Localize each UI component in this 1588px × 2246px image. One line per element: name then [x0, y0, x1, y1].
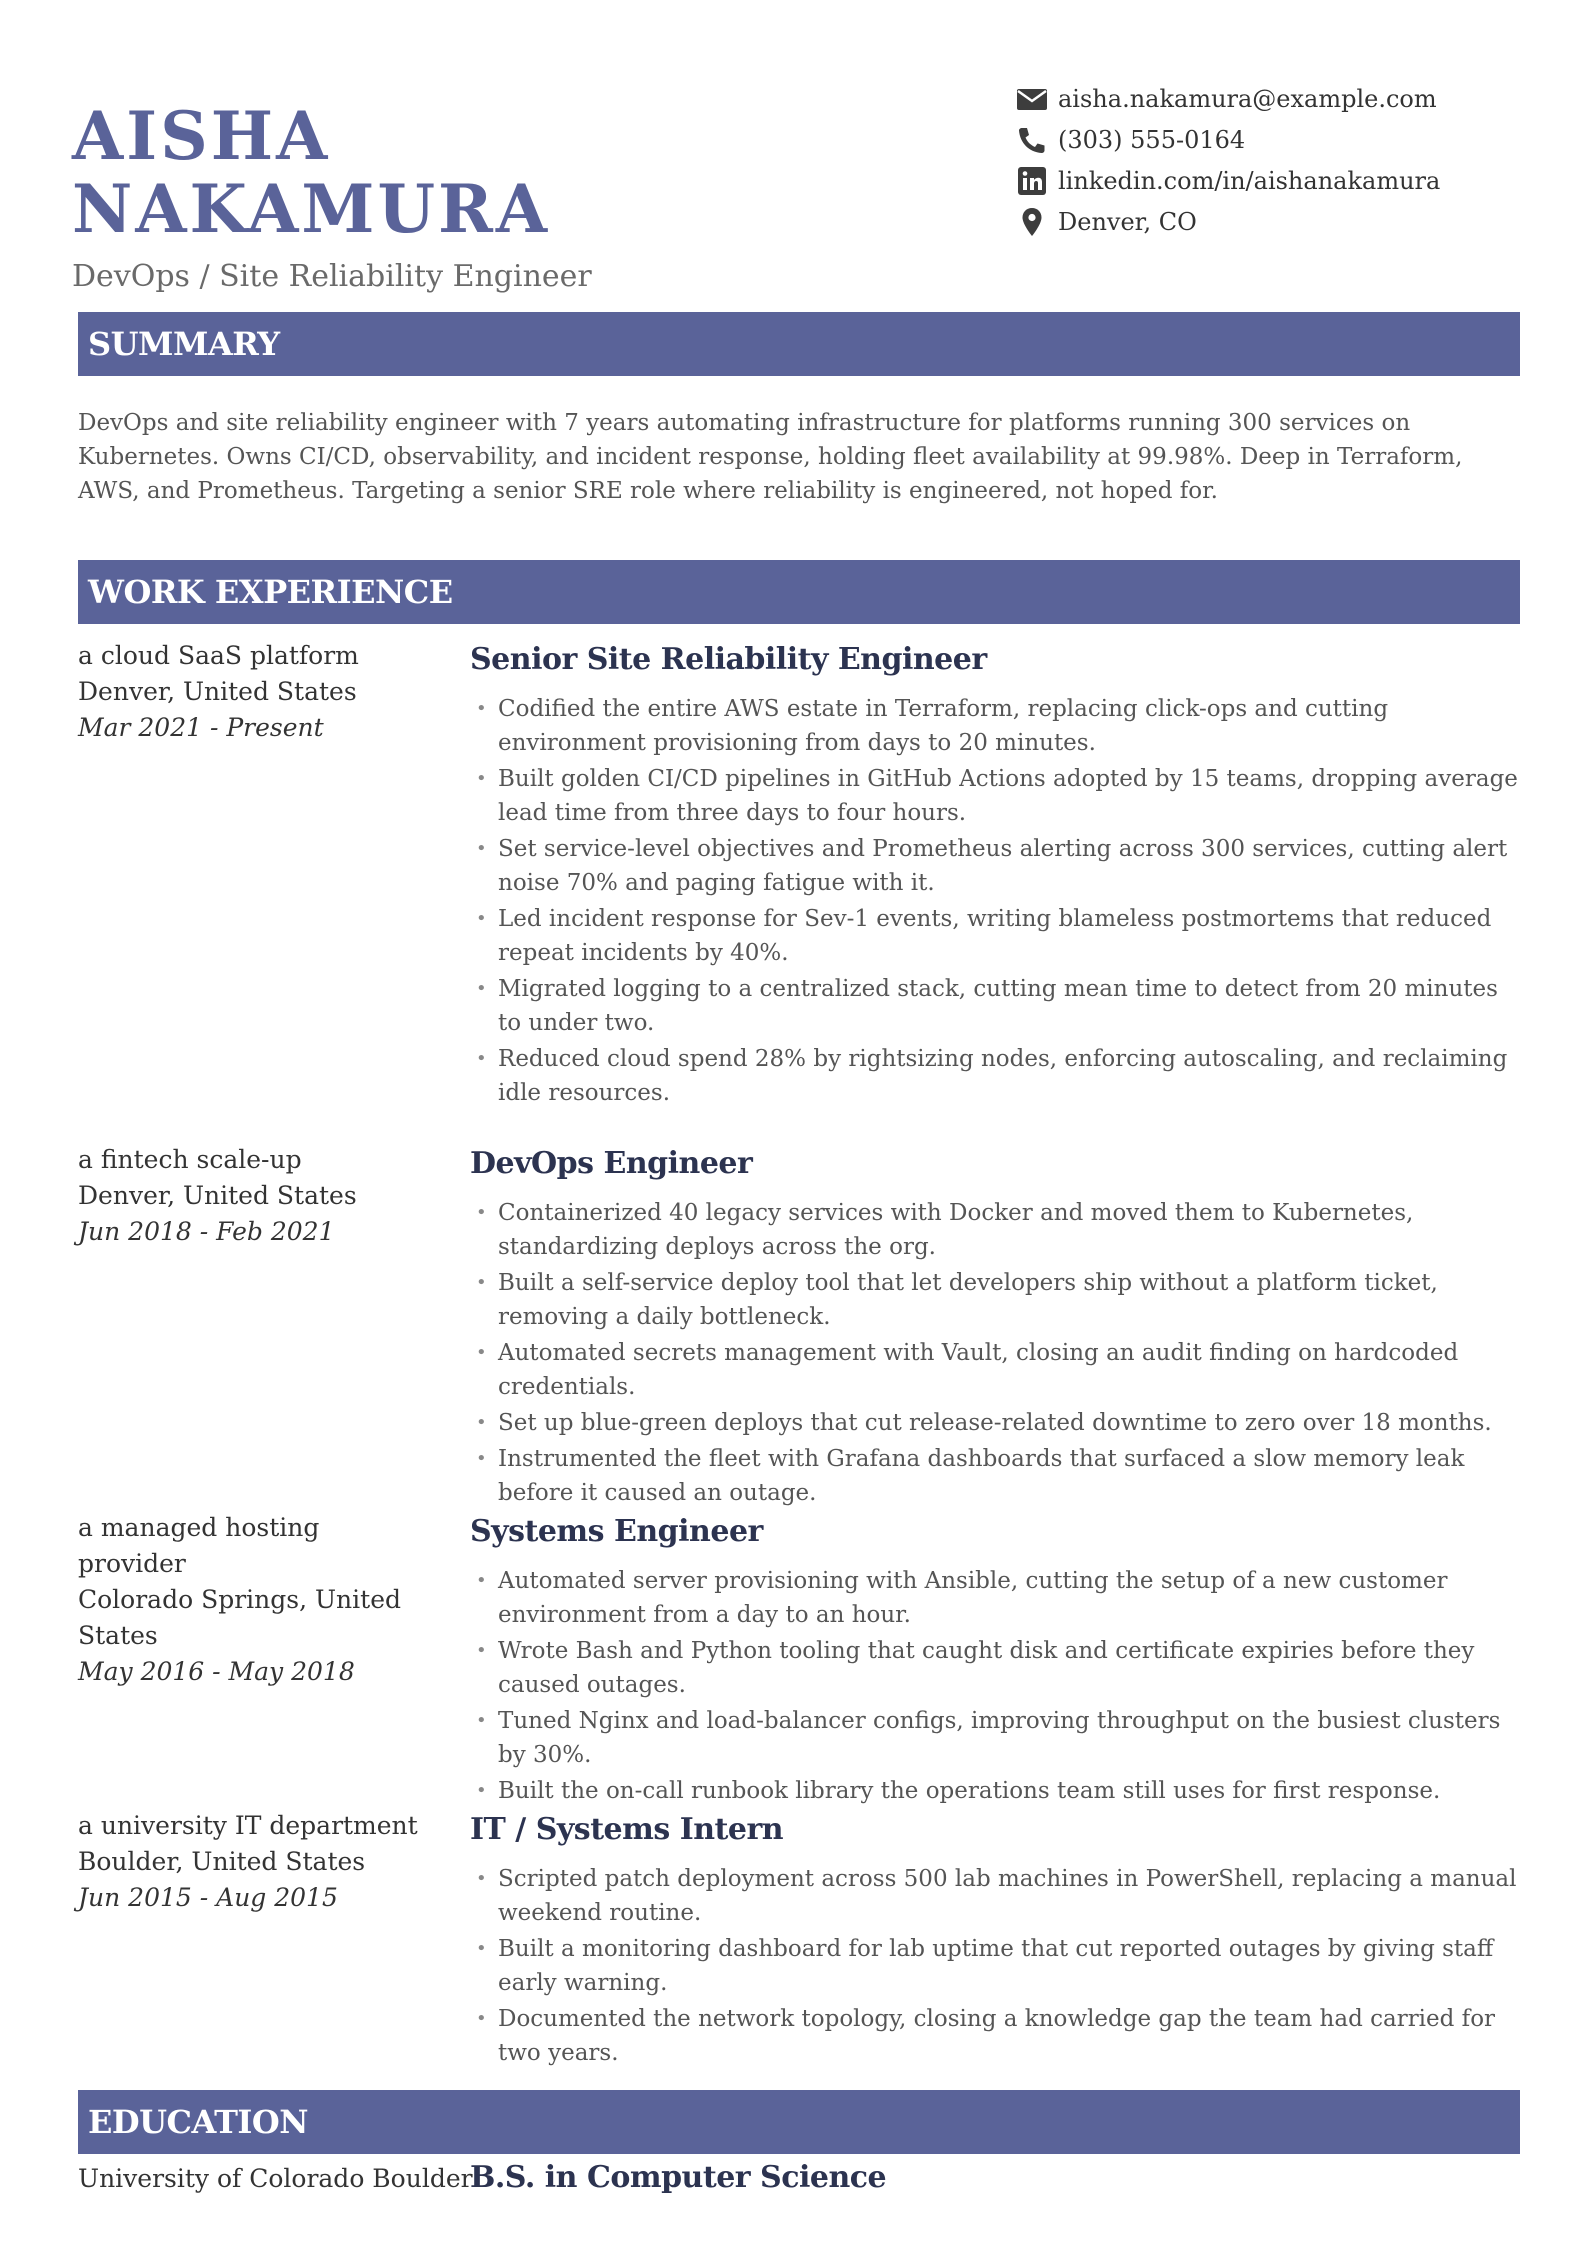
job-bullet: • Wrote Bash and Python tooling that caught disk and certificate expiries before they caused outages. — [470, 1634, 1520, 1702]
resume-header — [72, 97, 832, 295]
map-pin-icon — [1016, 207, 1048, 237]
job-company: a managed hosting provider — [78, 1513, 320, 1578]
job-bullets — [470, 1196, 1520, 1510]
job-bullet: • Migrated logging to a centralized stack, cutting mean time to detect from 20 minutes to under two. — [470, 972, 1520, 1040]
candidate-role: DevOps / Site Reliability Engineer — [72, 259, 592, 295]
candidate-name: AISHA NAKAMURA — [72, 97, 551, 248]
job-bullet: • Built a monitoring dashboard for lab uptime that cut reported outages by giving staff early warning. — [470, 1932, 1520, 2000]
job-dates: Jun 2015 - Aug 2015 — [78, 1883, 338, 1912]
education-school: University of Colorado Boulder — [78, 2164, 473, 2193]
job-company: a fintech scale-up — [78, 1145, 302, 1174]
job-details — [470, 1510, 1520, 1810]
contact-linkedin[interactable] — [1016, 160, 1536, 201]
job-title: Systems Engineer — [470, 1514, 763, 1549]
job-bullet: • Codified the entire AWS estate in Terraform, replacing click-ops and cutting environment provisioning from days to 20 minutes. — [470, 692, 1520, 760]
location-text: Denver, CO — [1058, 207, 1197, 236]
job-details — [470, 1142, 1520, 1512]
job-meta — [78, 1142, 428, 1250]
job-bullet: • Documented the network topology, closing a knowledge gap the team had carried for two years. — [470, 2002, 1520, 2070]
job-location: Boulder, United States — [78, 1847, 366, 1876]
job-bullet: • Reduced cloud spend 28% by rightsizing nodes, enforcing autoscaling, and reclaiming idle resources. — [470, 1042, 1520, 1110]
job-dates: Mar 2021 - Present — [78, 713, 324, 742]
job-title: Senior Site Reliability Engineer — [470, 642, 987, 677]
education-heading: EDUCATION — [78, 2090, 1520, 2154]
job-bullet: • Containerized 40 legacy services with Docker and moved them to Kubernetes, standardizing deploys across the org. — [470, 1196, 1520, 1264]
job-details — [470, 638, 1520, 1112]
job-meta — [78, 638, 428, 746]
job-bullet: • Automated server provisioning with Ansible, cutting the setup of a new customer environment from a day to an hour. — [470, 1564, 1520, 1632]
job-details — [470, 1808, 1520, 2072]
job-bullet: • Set service-level objectives and Prometheus alerting across 300 services, cutting alert noise 70% and paging fatigue with it. — [470, 832, 1520, 900]
job-bullet: • Instrumented the fleet with Grafana dashboards that surfaced a slow memory leak before it caused an outage. — [470, 1442, 1520, 1510]
summary-text: DevOps and site reliability engineer with 7 years automating infrastructure for platforms running 300 services on Kubernetes. Owns CI/CD, observability, and incident response, holding fleet availability at 99.98%. Deep in Terraform, AWS, and Prometheus. Targeting a senior SRE role where reliability is engineered, not hoped for. — [78, 410, 1463, 504]
job-bullet: • Built the on-call runbook library the operations team still uses for first response. — [470, 1774, 1520, 1808]
job-bullet: • Built golden CI/CD pipelines in GitHub Actions adopted by 15 teams, dropping average lead time from three days to four hours. — [470, 762, 1520, 830]
job-dates: May 2016 - May 2018 — [78, 1657, 355, 1686]
job-bullets — [470, 1564, 1520, 1808]
job-meta — [78, 1808, 428, 1916]
job-bullet: • Automated secrets management with Vault, closing an audit finding on hardcoded credentials. — [470, 1336, 1520, 1404]
summary-heading: SUMMARY — [78, 312, 1520, 376]
job-bullet: • Scripted patch deployment across 500 lab machines in PowerShell, replacing a manual weekend routine. — [470, 1862, 1520, 1930]
job-bullets — [470, 692, 1520, 1110]
contact-phone[interactable] — [1016, 119, 1536, 160]
job-title: IT / Systems Intern — [470, 1812, 784, 1847]
education-degree: B.S. in Computer Science — [470, 2160, 887, 2195]
job-company: a university IT department — [78, 1811, 418, 1840]
job-location: Denver, United States — [78, 1181, 357, 1210]
job-location: Colorado Springs, United States — [78, 1585, 401, 1650]
phone-icon — [1016, 125, 1048, 155]
envelope-icon — [1016, 84, 1048, 114]
job-company: a cloud SaaS platform — [78, 641, 359, 670]
job-meta — [78, 1510, 428, 1690]
phone-text: (303) 555-0164 — [1058, 125, 1246, 154]
linkedin-text: linkedin.com/in/aishanakamura — [1058, 166, 1441, 195]
linkedin-icon — [1016, 166, 1048, 196]
job-bullet: • Tuned Nginx and load-balancer configs, improving throughput on the busiest clusters by 30%. — [470, 1704, 1520, 1772]
job-bullet: • Built a self-service deploy tool that let developers ship without a platform ticket, removing a daily bottleneck. — [470, 1266, 1520, 1334]
job-bullet: • Set up blue-green deploys that cut release-related downtime to zero over 18 months. — [470, 1406, 1520, 1440]
job-title: DevOps Engineer — [470, 1146, 753, 1181]
email-text: aisha.nakamura@example.com — [1058, 84, 1437, 113]
contact-location — [1016, 201, 1536, 242]
job-location: Denver, United States — [78, 677, 357, 706]
job-dates: Jun 2018 - Feb 2021 — [78, 1217, 335, 1246]
experience-heading: WORK EXPERIENCE — [78, 560, 1520, 624]
job-bullet: • Led incident response for Sev-1 events, writing blameless postmortems that reduced repeat incidents by 40%. — [470, 902, 1520, 970]
contact-email[interactable] — [1016, 78, 1536, 119]
job-bullets — [470, 1862, 1520, 2070]
contact-block — [1016, 78, 1536, 242]
